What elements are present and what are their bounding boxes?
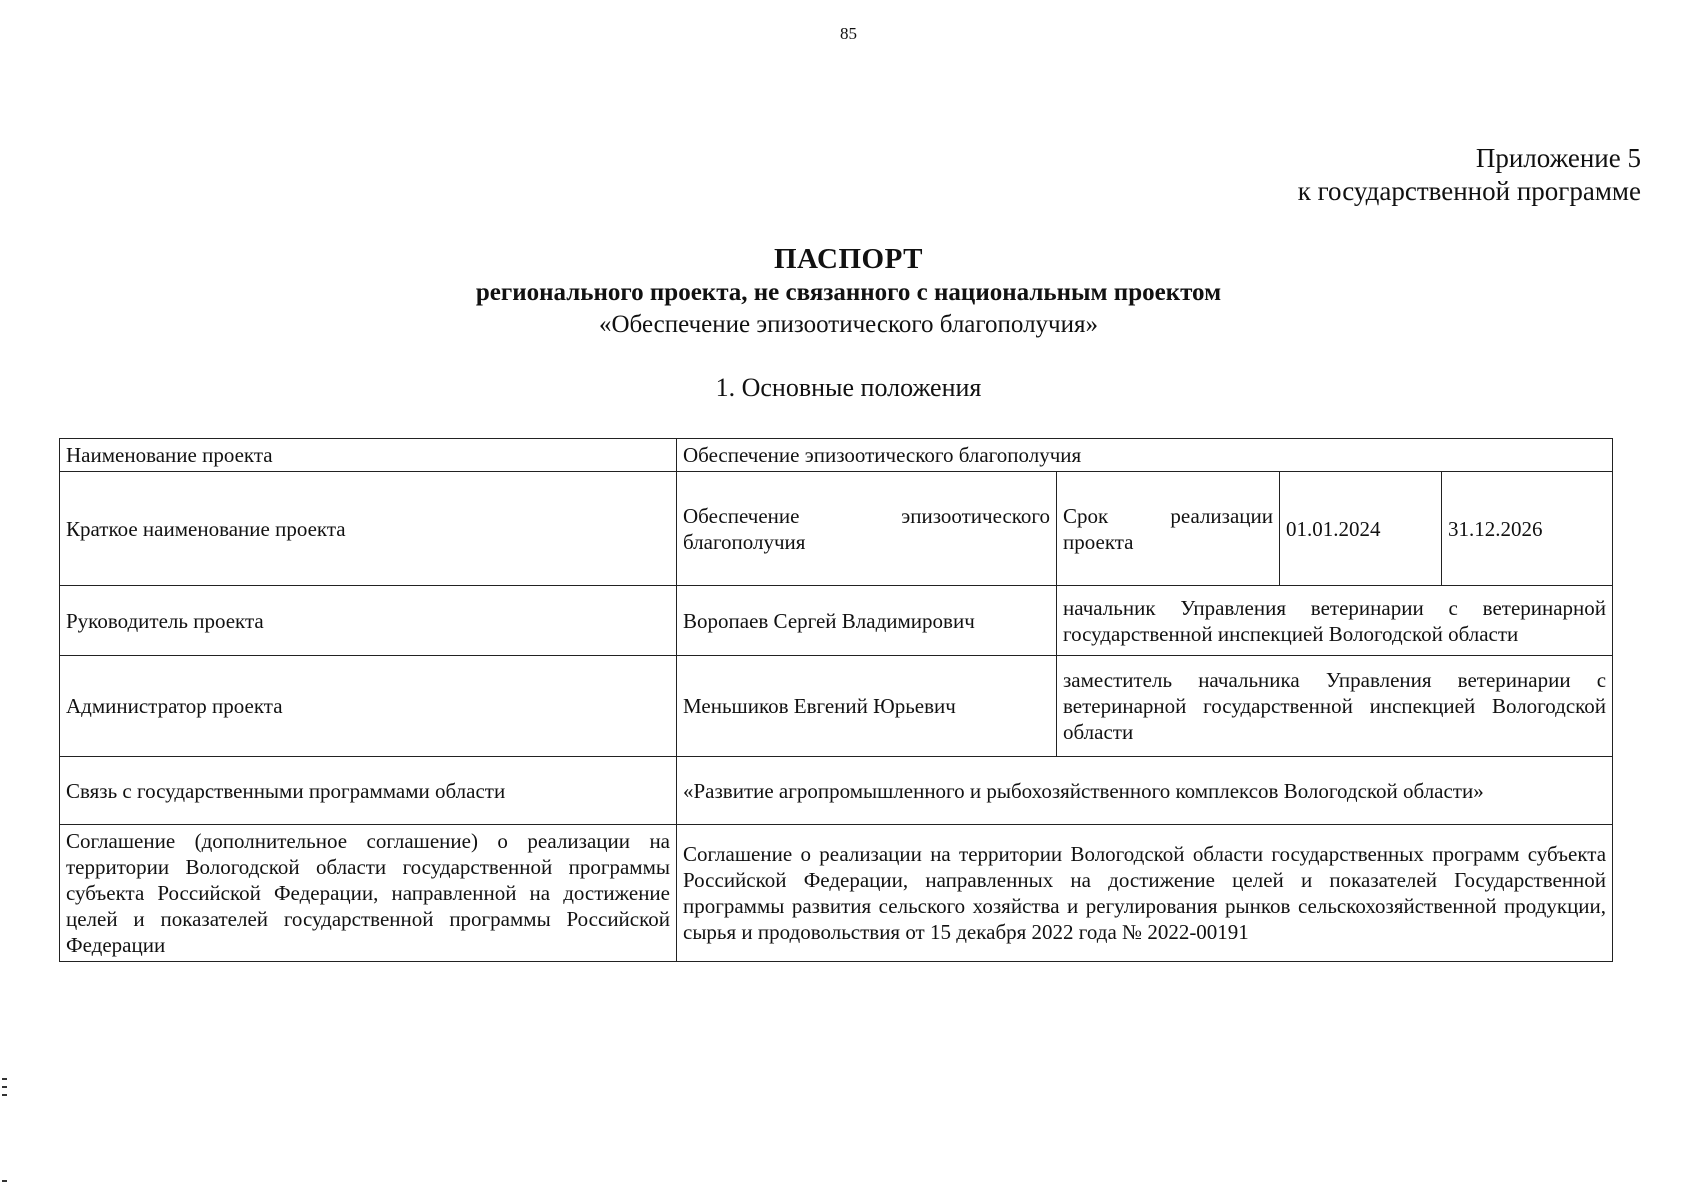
agreement-label: Соглашение (дополнительное соглашение) о реализации на территории Вологодской области государственной программы субъекта Российской Федерации, направленной на достижение целей и показателей государственной программы Российской Федерации [60, 825, 677, 962]
program-link-label: Связь с государственными программами области [60, 757, 677, 825]
scan-artifact [2, 1078, 7, 1080]
program-link-value: «Развитие агропромышленного и рыбохозяйственного комплексов Вологодской области» [677, 757, 1613, 825]
table-row-program-link [60, 757, 1613, 825]
table-row-admin [60, 656, 1613, 757]
head-person: Воропаев Сергей Владимирович [677, 586, 1057, 656]
head-label: Руководитель проекта [60, 586, 677, 656]
scan-artifact [2, 1086, 7, 1088]
scan-artifact [2, 1180, 7, 1182]
title-subtitle: регионального проекта, не связанного с национальным проектом [475, 279, 1222, 306]
appendix-line-2: к государственной программе [1297, 176, 1641, 206]
short-name-value: Обеспечение эпизоотического благополучия [677, 472, 1057, 586]
period-end-date: 31.12.2026 [1442, 472, 1613, 586]
admin-person: Меньшиков Евгений Юрьевич [677, 656, 1057, 757]
passport-table [59, 438, 1613, 962]
title-project-name: «Обеспечение эпизоотического благополучия» [599, 311, 1098, 338]
project-name-label: Наименование проекта [60, 439, 677, 472]
scan-artifact [2, 1094, 7, 1096]
section-title: 1. Основные положения [715, 373, 982, 402]
admin-label: Администратор проекта [60, 656, 677, 757]
document-title [0, 242, 1697, 341]
period-label: Срок реализации проекта [1057, 472, 1280, 586]
title-main: ПАСПОРТ [773, 243, 924, 275]
table-row-short-name [60, 472, 1613, 586]
period-start-date: 01.01.2024 [1280, 472, 1442, 586]
table-row-agreement [60, 825, 1613, 962]
page-number: 85 [840, 24, 857, 43]
appendix-line-1: Приложение 5 [1475, 143, 1641, 173]
admin-position: заместитель начальника Управления ветеринарии с ветеринарной государственной инспекцией Вологодской области [1057, 656, 1613, 757]
table-row-project-name [60, 439, 1613, 472]
table-row-head [60, 586, 1613, 656]
head-position: начальник Управления ветеринарии с ветеринарной государственной инспекцией Вологодской области [1057, 586, 1613, 656]
appendix-note [1298, 142, 1641, 208]
short-name-label: Краткое наименование проекта [60, 472, 677, 586]
project-name-value: Обеспечение эпизоотического благополучия [677, 439, 1613, 472]
agreement-value: Соглашение о реализации на территории Вологодской области государственных программ субъекта Российской Федерации, направленных на достижение целей и показателей Государственной программы развития сельского хозяйства и регулирования рынков сельскохозяйственной продукции, сырья и продовольствия от 15 декабря 2022 года № 2022-00191 [677, 825, 1613, 962]
